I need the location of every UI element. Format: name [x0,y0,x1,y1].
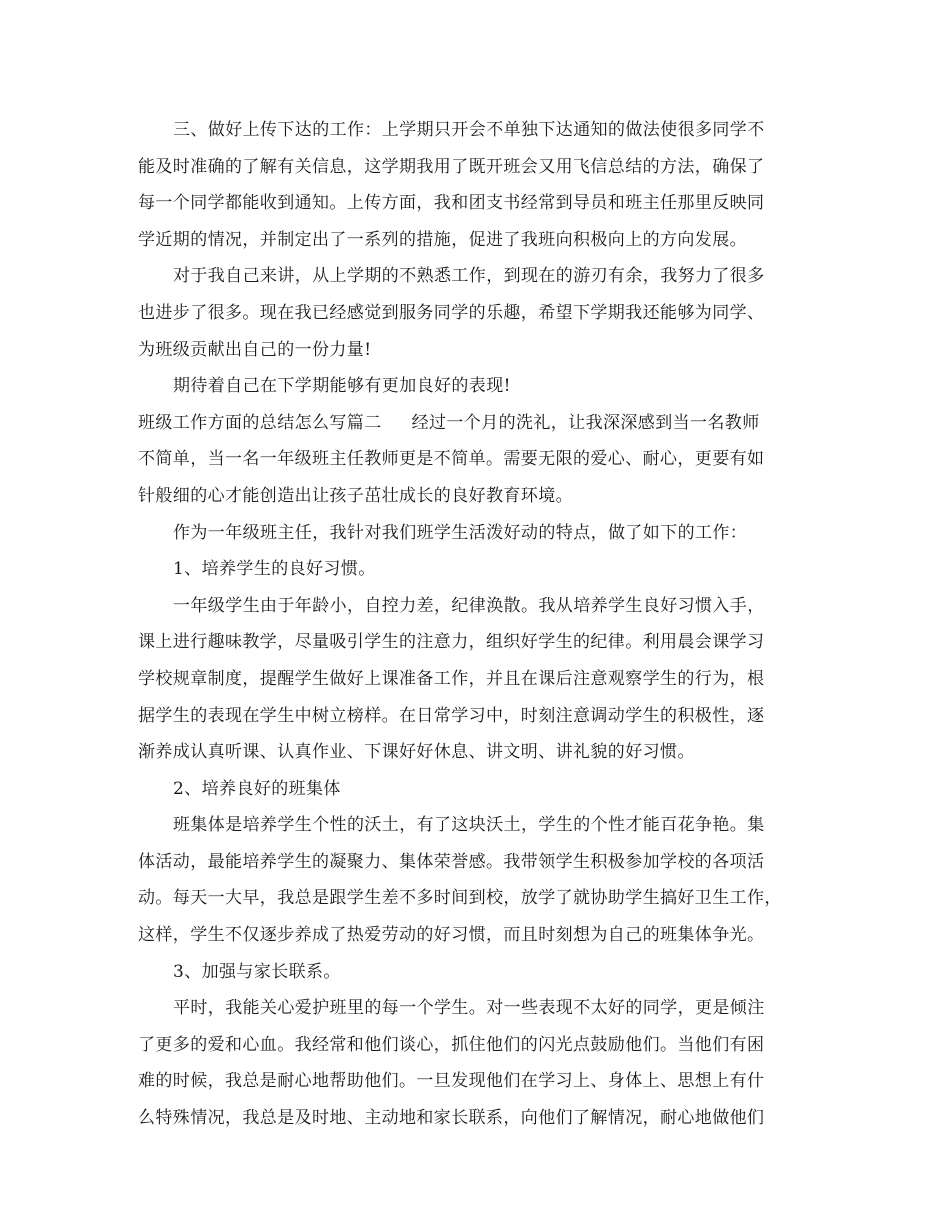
paragraph-line: 三、做好上传下达的工作：上学期只开会不单独下达通知的做法使很多同学不 [173,120,765,140]
paragraph-line: 期待着自己在下学期能够有更加良好的表现! [173,376,511,397]
paragraph-line: 对于我自己来讲，从上学期的不熟悉工作，到现在的游刃有余，我努力了很多 [173,266,765,287]
paragraph-line: 这样，学生不仅逐步养成了热爱劳动的好习惯，而且时刻想为自己的班集体争光。 [138,925,765,946]
paragraph-line: 班集体是培养学生个性的沃土，有了这块沃土，学生的个性才能百花争艳。集 [173,815,765,836]
paragraph-line: 么特殊情况，我总是及时地、主动地和家长联系，向他们了解情况，耐心地做他们 [138,1108,765,1129]
paragraph-line: 动。每天一大早，我总是跟学生差不多时间到校，放学了就协助学生搞好卫生工作， [138,888,782,909]
paragraph-line: 渐养成认真听课、认真作业、下课好好休息、讲文明、讲礼貌的好习惯。 [138,742,695,763]
paragraph-line: 经过一个月的洗礼，让我深深感到当一名教师 [411,412,760,433]
paragraph-line: 不简单，当一名一年级班主任教师更是不简单。需要无限的爱心、耐心，更要有如 [138,449,765,470]
paragraph-line: 课上进行趣味教学，尽量吸引学生的注意力，组织好学生的纪律。利用晨会课学习 [138,632,765,653]
paragraph-line: 体活动，最能培养学生的凝聚力、集体荣誉感。我带领学生积极参加学校的各项活 [138,851,765,872]
paragraph-line: 作为一年级班主任，我针对我们班学生活泼好动的特点，做了如下的工作： [173,522,748,543]
subheading: 1、培养学生的良好习惯。 [173,559,376,580]
paragraph-line: 难的时候，我总是耐心地帮助他们。一旦发现他们在学习上、身体上、思想上有什 [138,1071,765,1092]
paragraph-line: 针般细的心才能创造出让孩子茁壮成长的良好教育环境。 [138,485,573,506]
paragraph-line: 为班级贡献出自己的一份力量! [138,339,372,360]
paragraph-line: 了更多的爱和心血。我经常和他们谈心，抓住他们的闪光点鼓励他们。当他们有困 [138,1034,765,1055]
section-heading: 班级工作方面的总结怎么写篇二 [138,412,382,433]
paragraph-line: 学校规章制度，提醒学生做好上课准备工作，并且在课后注意观察学生的行为，根 [138,668,765,689]
paragraph-line: 每一个同学都能收到通知。上传方面，我和团支书经常到导员和班主任那里反映同 [138,193,765,214]
document-body [138,112,814,1137]
paragraph-line: 也进步了很多。现在我已经感觉到服务同学的乐趣，希望下学期我还能够为同学、 [138,302,765,323]
paragraph-line: 平时，我能关心爱护班里的每一个学生。对一些表现不太好的同学，更是倾注 [173,998,765,1019]
paragraph-line: 能及时准确的了解有关信息，这学期我用了既开班会又用飞信总结的方法，确保了 [138,156,765,177]
paragraph-line: 据学生的表现在学生中树立榜样。在日常学习中，时刻注意调动学生的积极性，逐 [138,705,765,726]
paragraph-line: 一年级学生由于年龄小，自控力差，纪律涣散。我从培养学生良好习惯入手， [173,595,765,616]
paragraph-line: 学近期的情况，并制定出了一系列的措施，促进了我班向积极向上的方向发展。 [138,229,747,250]
subheading: 2、培养良好的班集体 [173,778,341,799]
subheading: 3、加强与家长联系。 [173,961,341,982]
section-heading-line [138,405,814,442]
